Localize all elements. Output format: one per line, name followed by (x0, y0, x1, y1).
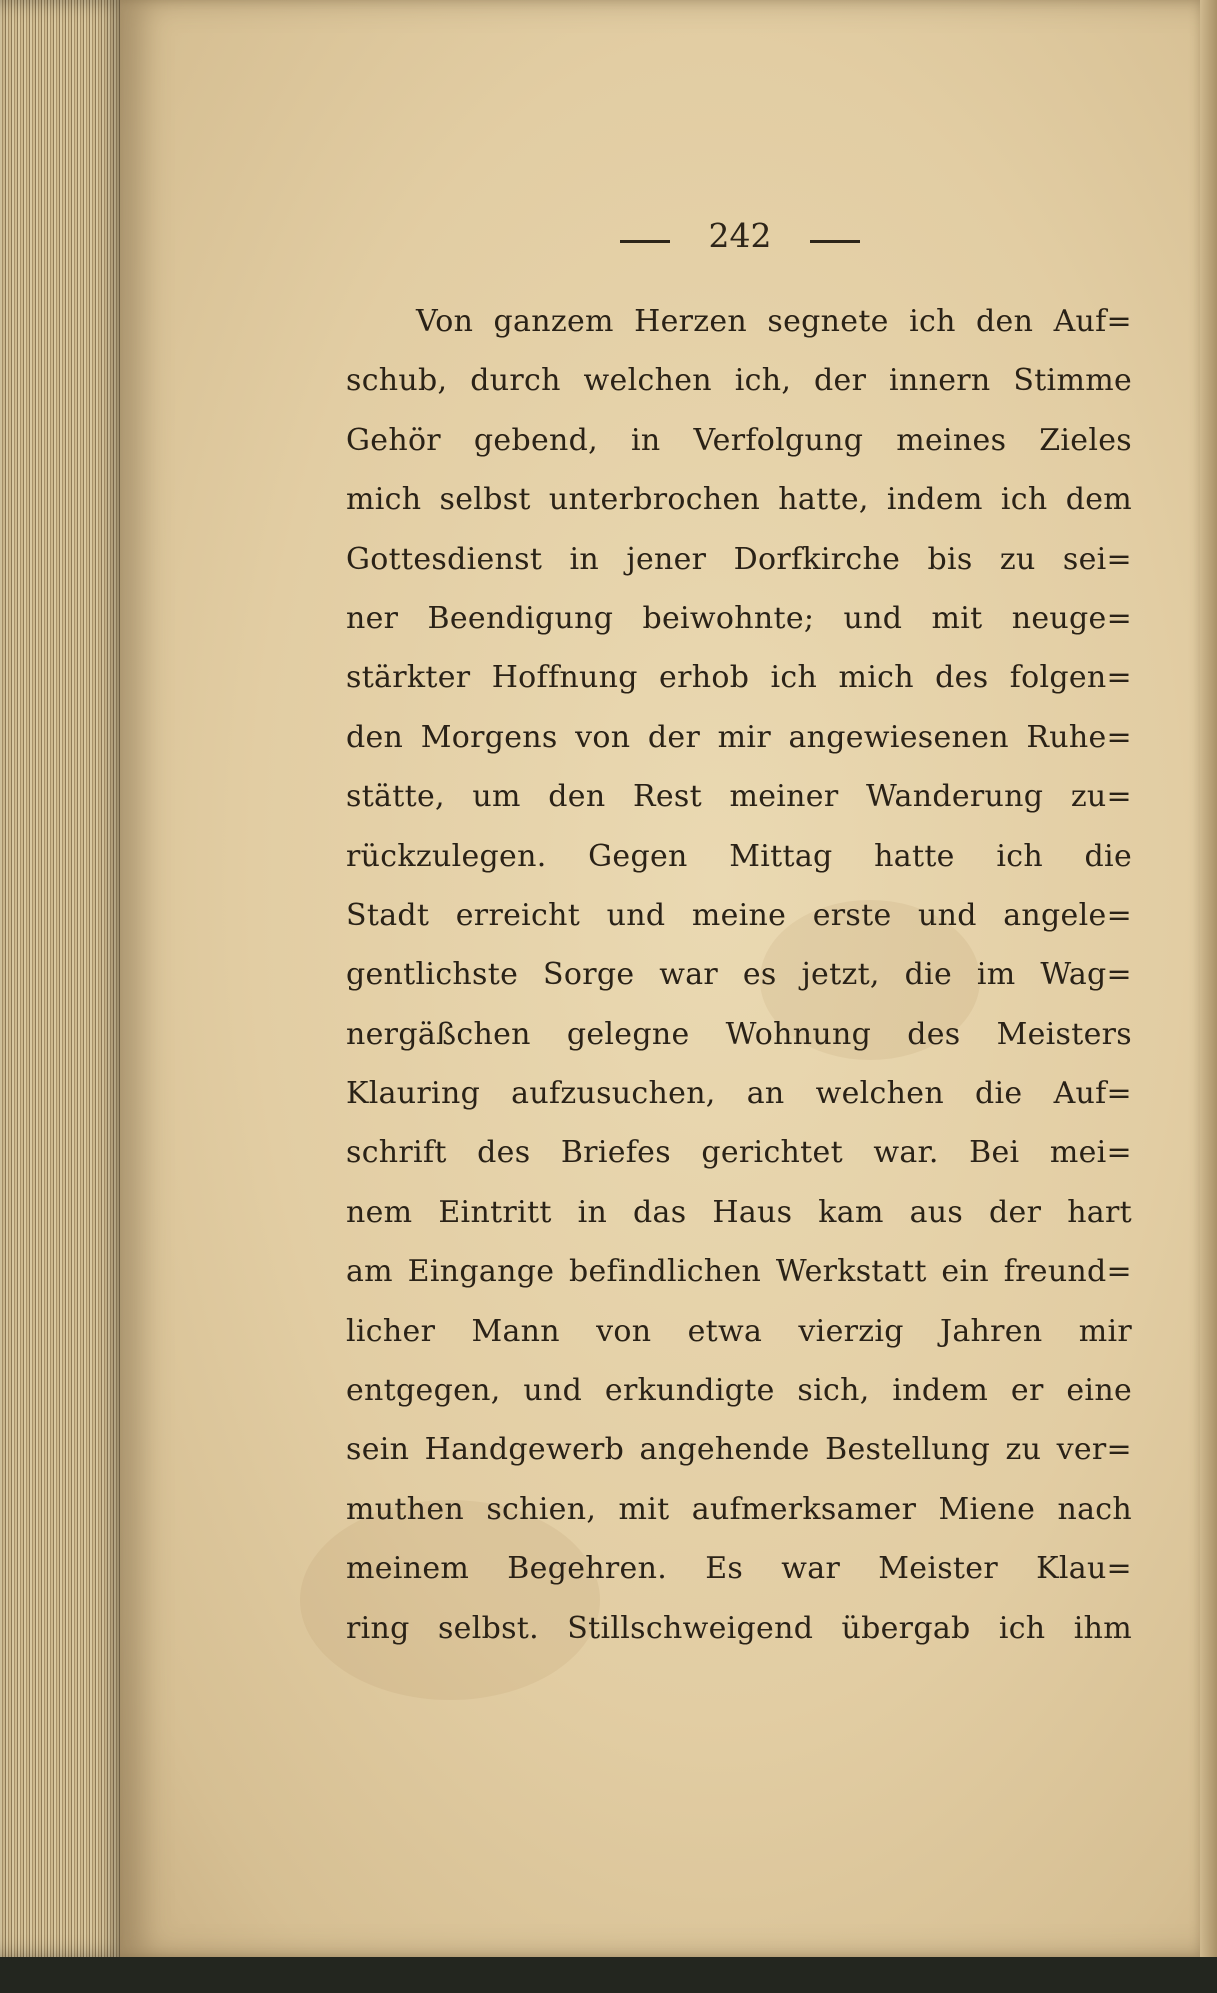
text-line: ring selbst. Stillschweigend übergab ich ihm (346, 1610, 1132, 1646)
text-line: licher Mann von etwa vierzig Jahren mir (346, 1313, 1132, 1349)
text-line: muthen schien, mit aufmerksamer Miene nach (346, 1491, 1132, 1527)
text-line: Von ganzem Herzen segnete ich den Auf= (416, 304, 1132, 339)
text-line: meinem Begehren. Es war Meister Klau= (346, 1551, 1132, 1587)
text-line: ner Beendigung beiwohnte; und mit neuge= (346, 600, 1132, 636)
text-line: am Eingange befindlichen Werkstatt ein freund= (346, 1254, 1132, 1290)
scan-background (0, 1957, 1217, 1993)
text-line: schub, durch welchen ich, der innern Stimme (346, 363, 1132, 399)
body-text (346, 292, 1132, 1658)
text-line: stärkter Hoffnung erhob ich mich des folgen= (346, 660, 1132, 696)
text-line: Gottesdienst in jener Dorfkirche bis zu sei= (346, 541, 1132, 577)
text-line: schrift des Briefes gerichtet war. Bei mei= (346, 1135, 1132, 1171)
page-edges (0, 0, 125, 1957)
text-line: Klauring aufzusuchen, an welchen die Auf= (346, 1076, 1132, 1112)
header-dash-right (810, 240, 860, 243)
page-header (620, 216, 860, 266)
page-right-edge (1200, 0, 1217, 1957)
text-line: mich selbst unterbrochen hatte, indem ich dem (346, 482, 1132, 518)
text-line: entgegen, und erkundigte sich, indem er eine (346, 1373, 1132, 1409)
text-line: den Morgens von der mir angewiesenen Ruhe= (346, 719, 1132, 755)
text-line: Gehör gebend, in Verfolgung meines Zieles (346, 422, 1132, 458)
text-line: gentlichste Sorge war es jetzt, die im Wag= (346, 957, 1132, 993)
text-line: Stadt erreicht und meine erste und angele= (346, 897, 1132, 933)
text-line: nergäßchen gelegne Wohnung des Meisters (346, 1016, 1132, 1052)
text-line: stätte, um den Rest meiner Wanderung zu= (346, 779, 1132, 815)
page-number: 242 (708, 216, 772, 255)
text-line: rückzulegen. Gegen Mittag hatte ich die (346, 838, 1132, 874)
text-line: sein Handgewerb angehende Bestellung zu ver= (346, 1432, 1132, 1468)
text-line: nem Eintritt in das Haus kam aus der hart (346, 1194, 1132, 1230)
